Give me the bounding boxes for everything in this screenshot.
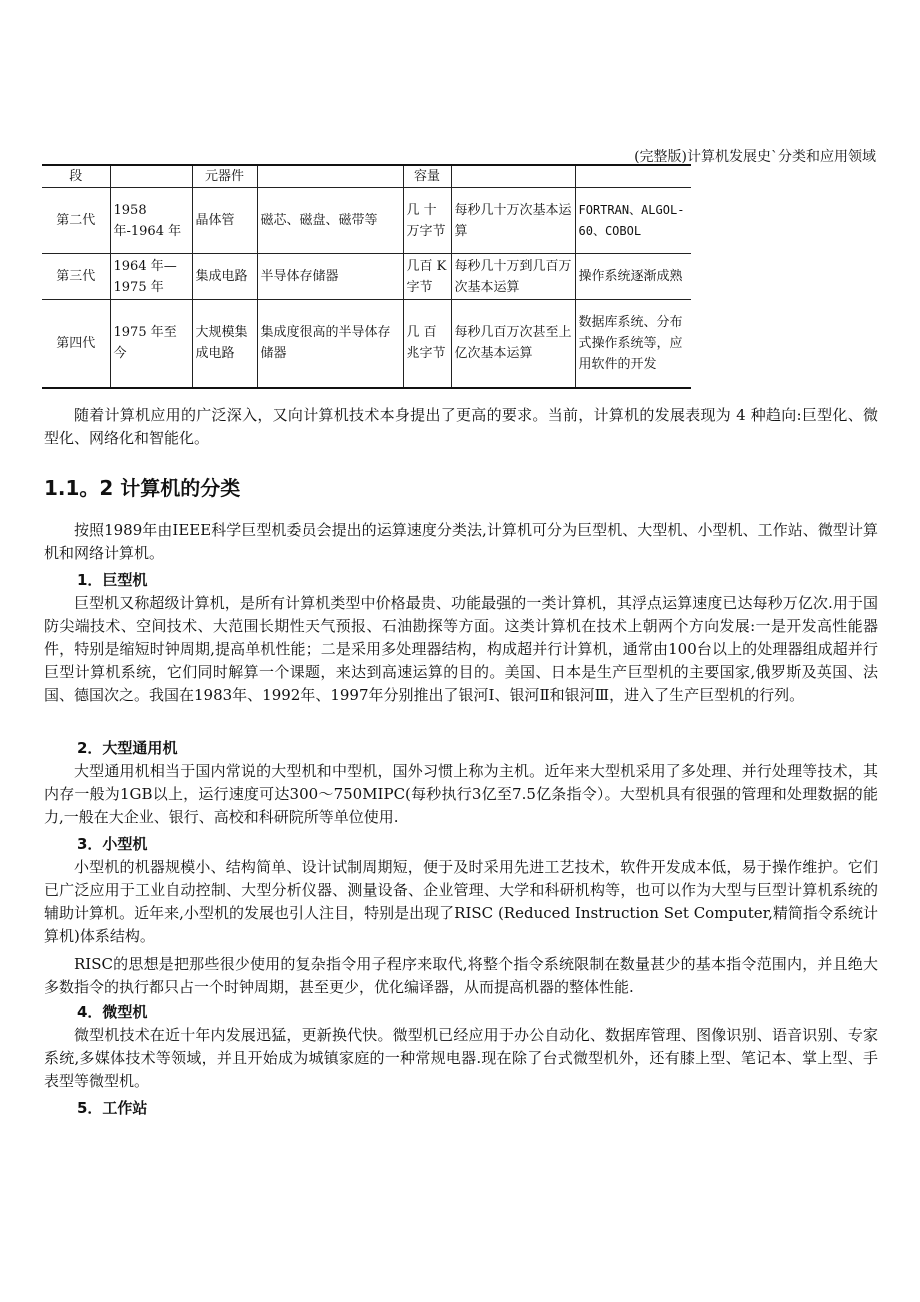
computer-generations-table bbox=[42, 164, 691, 389]
table-header-cell bbox=[110, 165, 192, 188]
body-paragraph: 巨型机又称超级计算机，是所有计算机类型中价格最贵、功能最强的一类计算机，其浮点运算速度已达每秒万亿次.用于国防尖端技术、空间技术、大范围长期性天气预报、石油勘探等方面。这类计算机在技术上朝两个方向发展:一是开发高性能器件，特别是缩短时钟周期,提高单机性能；二是采用多处理器结构，构成超并行计算机，通常由100台以上的处理器组成超并行巨型计算机系统，它们同时解算一个课题，来达到高速运算的目的。美国、日本是生产巨型机的主要国家,俄罗斯及英国、法国、德国次之。我国在1983年、1992年、1997年分别推出了银河Ⅰ、银河Ⅱ和银河Ⅲ，进入了生产巨型机的行列。 bbox=[44, 594, 878, 704]
table-header-cell: 容量 bbox=[403, 165, 451, 188]
running-header: (完整版)计算机发展史`分类和应用领域 bbox=[634, 149, 876, 165]
subsection-heading: 5．工作站 bbox=[77, 1099, 148, 1117]
table-row bbox=[42, 188, 691, 254]
subsection-heading: 2．大型通用机 bbox=[77, 739, 178, 757]
table-cell: 第四代 bbox=[42, 300, 110, 388]
table-header-cell: 元器件 bbox=[192, 165, 257, 188]
table-cell: 几百 K 字节 bbox=[403, 254, 451, 300]
table-cell: 几 十 万字节 bbox=[403, 188, 451, 254]
table-cell: 集成电路 bbox=[192, 254, 257, 300]
table-cell: 每秒几百万次甚至上亿次基本运算 bbox=[451, 300, 575, 388]
subsection-heading: 3．小型机 bbox=[77, 835, 148, 853]
table-cell: 每秒几十万到几百万次基本运算 bbox=[451, 254, 575, 300]
table-cell: 数据库系统、分布式操作系统等，应用软件的开发 bbox=[575, 300, 691, 388]
intro-paragraph: 随着计算机应用的广泛深入，又向计算机技术本身提出了更高的要求。当前，计算机的发展表现为 4 种趋向:巨型化、微型化、网络化和智能化。 bbox=[44, 406, 878, 447]
table-header-cell bbox=[257, 165, 403, 188]
subsection-heading: 4．微型机 bbox=[77, 1003, 148, 1021]
table-cell: 半导体存储器 bbox=[257, 254, 403, 300]
table-cell: 1958 年-1964 年 bbox=[110, 188, 192, 254]
table-header-cell bbox=[451, 165, 575, 188]
table-cell: 操作系统逐渐成熟 bbox=[575, 254, 691, 300]
body-paragraph: 大型通用机相当于国内常说的大型机和中型机，国外习惯上称为主机。近年来大型机采用了多处理、并行处理等技术，其内存一般为1GB以上，运行速度可达300～750MIPC(每秒执行3亿至7.5亿条指令）。大型机具有很强的管理和处理数据的能力,一般在大企业、银行、高校和科研院所等单位使用. bbox=[44, 762, 878, 826]
table-cell: 1964 年—1975 年 bbox=[110, 254, 192, 300]
section-intro: 按照1989年由IEEE科学巨型机委员会提出的运算速度分类法,计算机可分为巨型机、大型机、小型机、工作站、微型计算机和网络计算机。 bbox=[44, 521, 878, 562]
table-header-cell bbox=[575, 165, 691, 188]
subsection-heading: 1．巨型机 bbox=[77, 571, 148, 589]
table-cell: 1975 年至今 bbox=[110, 300, 192, 388]
table-row bbox=[42, 300, 691, 388]
table-cell: 几 百 兆字节 bbox=[403, 300, 451, 388]
table-row bbox=[42, 254, 691, 300]
table-cell: 第三代 bbox=[42, 254, 110, 300]
table-header-row bbox=[42, 165, 691, 188]
table-cell: 大规模集成电路 bbox=[192, 300, 257, 388]
body-paragraph: RISC的思想是把那些很少使用的复杂指令用子程序来取代,将整个指令系统限制在数量甚少的基本指令范围内，并且绝大多数指令的执行都只占一个时钟周期，甚至更少，优化编译器，从而提高机器的整体性能. bbox=[44, 955, 878, 996]
table-cell: 每秒几十万次基本运算 bbox=[451, 188, 575, 254]
body-paragraph: 小型机的机器规模小、结构简单、设计试制周期短，便于及时采用先进工艺技术，软件开发成本低，易于操作维护。它们已广泛应用于工业自动控制、大型分析仪器、测量设备、企业管理、大学和科研机构等，也可以作为大型与巨型计算机系统的辅助计算机。近年来,小型机的发展也引人注目，特别是出现了RISC (Reduced Instruction Set Computer,精简指令系统计算机)体系结构。 bbox=[44, 858, 878, 945]
table-cell: 第二代 bbox=[42, 188, 110, 254]
table-header-cell: 段 bbox=[42, 165, 110, 188]
body-paragraph: 微型机技术在近十年内发展迅猛，更新换代快。微型机已经应用于办公自动化、数据库管理、图像识别、语音识别、专家系统,多媒体技术等领域，并且开始成为城镇家庭的一种常规电器.现在除了台式微型机外，还有膝上型、笔记本、掌上型、手表型等微型机。 bbox=[44, 1026, 878, 1090]
table-cell: FORTRAN、ALGOL-60、COBOL bbox=[575, 188, 691, 254]
table-cell: 晶体管 bbox=[192, 188, 257, 254]
section-title: 1.1。2 计算机的分类 bbox=[44, 476, 241, 500]
table-cell: 磁芯、磁盘、磁带等 bbox=[257, 188, 403, 254]
table-cell: 集成度很高的半导体存储器 bbox=[257, 300, 403, 388]
